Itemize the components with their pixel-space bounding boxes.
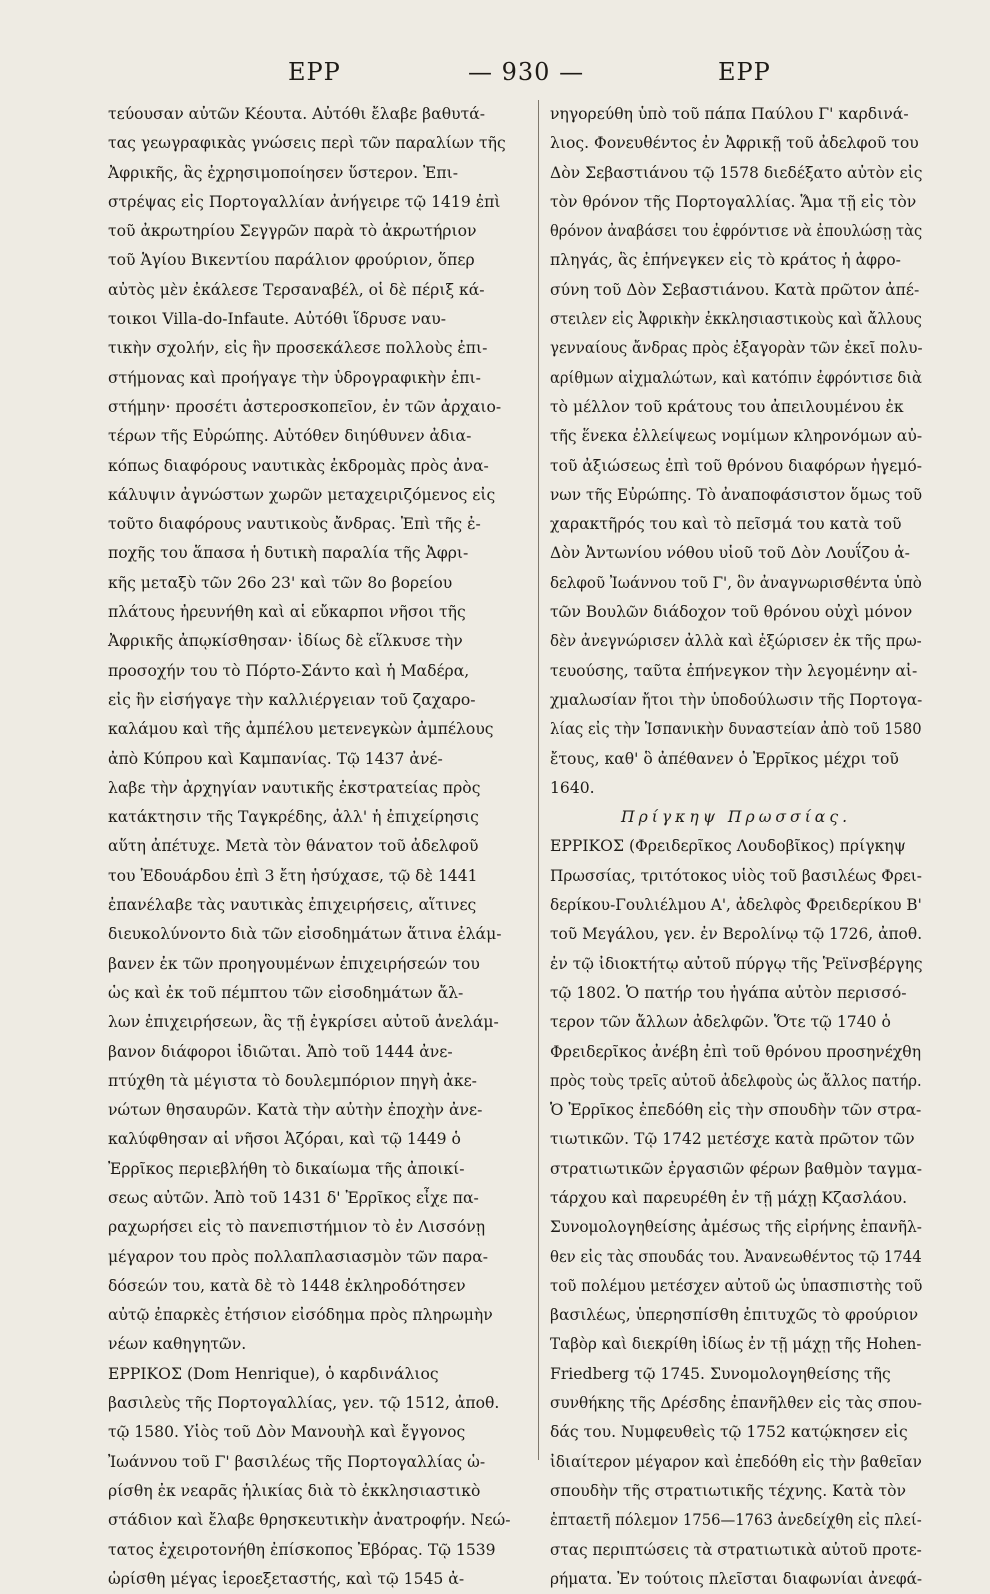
text-line: δελφοῦ Ἰωάννου τοῦ Γ', ὃν ἀναγνωρισθέντα ὑπὸ: [550, 573, 922, 592]
text-line: στας περιπτώσεις τὰ στρατιωτικὰ αὐτοῦ προτε-: [550, 1540, 922, 1559]
text-line: νηγορεύθη ὑπὸ τοῦ πάπα Παύλου Γ' καρδινά-: [550, 105, 909, 123]
text-line: τοῦ ἀξιώσεως ἐπὶ τοῦ θρόνου διαφόρων ἡγεμό-: [550, 456, 922, 475]
text-line: στάδιον καὶ ἔλαβε θρησκευτικὴν ἀνατροφήν. Νεώ-: [108, 1511, 511, 1530]
text-line: Ὁ Ἐρρῖκος ἐπεδόθη εἰς τὴν σπουδὴν τῶν στρα-: [550, 1101, 922, 1120]
text-line: θρόνον ἀναβάσει του ἐφρόντισε νὰ ἐπουλώσῃ τὰς: [550, 222, 923, 241]
text-line: Πρωσσίας, τριτότοκος υἱὸς τοῦ βασιλέως Φρει-: [550, 866, 922, 885]
text-line: τῷ 1802. Ὁ πατήρ του ἠγάπα αὐτὸν περισσό-: [550, 983, 907, 1002]
text-line: ἰδιαίτερον μέγαρον καὶ ἐπεδόθη εἰς τὴν βαθεῖαν: [550, 1452, 922, 1471]
text-line: στρέψας εἰς Πορτογαλλίαν ἀνήγειρε τῷ 1419 ἐπὶ: [108, 192, 501, 211]
text-line: τὸν θρόνον τῆς Πορτογαλλίας. Ἅμα τῇ εἰς τὸν: [550, 192, 917, 211]
text-line: σπουδὴν τῆς στρατιωτικῆς τέχνης. Κατὰ τὸν: [550, 1481, 906, 1500]
text-line: δερίκου-Γουλιέλμου Α', ἀδελφὸς Φρειδερίκου Β': [550, 896, 922, 915]
text-line: ποχῆς του ἅπασα ἡ δυτικὴ παραλία τῆς Ἀφρι-: [108, 544, 469, 563]
text-line: πρὸς τοὺς τρεῖς αὐτοῦ ἀδελφοὺς ὡς ἄλλος πατήρ.: [550, 1071, 922, 1090]
text-line: Ἀφρικῆς, ἃς ἐχρησιμοποίησεν ὕστερον. Ἐπι-: [108, 163, 458, 182]
text-line: ἑπταετῆ πόλεμον 1756—1763 ἀνεδείχθη εἰς πλεί-: [550, 1511, 922, 1530]
text-line: Φρειδερῖκος ἀνέβη ἐπὶ τοῦ θρόνου προσηνέχθη: [550, 1042, 922, 1061]
left-text-column: [108, 100, 528, 1588]
running-header: [108, 58, 868, 92]
text-line: γενναίους ἄνδρας πρὸς ἐξαγορὰν τῶν ἐκεῖ πολυ-: [550, 339, 923, 358]
text-line: τοῦ Ἁγίου Βικεντίου παράλιον φρούριον, ὅπερ: [108, 251, 475, 270]
right-text-column: [550, 100, 923, 1588]
text-line: κόπως διαφόρους ναυτικὰς ἐκδρομὰς πρὸς ἀνα-: [108, 456, 489, 475]
text-line: Ἀφρικῆς ἀπῳκίσθησαν· ἰδίως δὲ εἵλκυσε τὴν: [108, 632, 463, 651]
text-line: τοικοι Villa-do-Infaute. Αὐτόθι ἵδρυσε ναυ-: [108, 310, 447, 329]
text-line: στήμην· προσέτι ἀστεροσκοπεῖον, ἐν τῶν ἀρχαιο-: [108, 397, 502, 416]
text-line: τας γεωγραφικὰς γνώσεις περὶ τῶν παραλίων τῆς: [108, 134, 506, 153]
text-line: Friedberg τῷ 1745. Συνομολογηθείσης τῆς: [550, 1364, 891, 1383]
text-line: αὐτῷ ἐπαρκὲς ἐτήσιον εἰσόδημα πρὸς πληρωμὴν: [108, 1306, 493, 1325]
text-line: θεν εἰς τὰς σπουδάς του. Ἀνανεωθέντος τῷ 1744: [550, 1247, 922, 1266]
text-line: βασιλεὺς τῆς Πορτογαλλίας, γεν. τῷ 1512, ἀποθ.: [108, 1394, 500, 1413]
text-line: στειλεν εἰς Ἀφρικὴν ἐκκλησιαστικοὺς καὶ ἄλλους: [550, 310, 922, 329]
text-line: τερον τῶν ἄλλων ἀδελφῶν. Ὅτε τῷ 1740 ὁ: [550, 1013, 891, 1032]
text-line: σύνη τοῦ Δὸν Σεβαστιάνου. Κατὰ πρῶτον ἀπέ-: [550, 280, 920, 299]
text-line: ρήματα. Ἐν τούτοις πλεῖσται διαφωνίαι ἀνεφά-: [550, 1569, 923, 1588]
text-line: αὕτη ἀπέτυχε. Μετὰ τὸν θάνατον τοῦ ἀδελφοῦ: [108, 837, 479, 856]
text-line: τοῦ Μεγάλου, γεν. ἐν Βερολίνῳ τῷ 1726, ἀποθ.: [550, 925, 923, 944]
text-line: ἀπὸ Κύπρου καὶ Καμπανίας. Τῷ 1437 ἀνέ-: [108, 749, 443, 768]
text-line: κῆς μεταξὺ τῶν 26ο 23' καὶ τῶν 8ο βορείου: [108, 573, 453, 592]
text-line: νώτων θησαυρῶν. Κατὰ τὴν αὐτὴν ἐποχὴν ἀνε-: [108, 1101, 483, 1120]
text-line: κάλυψιν ἀγνώστων χωρῶν μεταχειριζόμενος εἰς: [108, 485, 496, 504]
text-line: μέγαρον του πρὸς πολλαπλασιασμὸν τῶν παρα-: [108, 1247, 489, 1266]
header-right-entry-range: ΕΡΡ: [718, 58, 771, 86]
text-line: Συνομολογηθείσης ἀμέσως τῆς εἰρήνης ἐπανῆλ-: [550, 1218, 922, 1237]
text-line: τατος ἐχειροτονήθη ἐπίσκοπος Ἐβόρας. Τῷ 1539: [108, 1540, 496, 1559]
text-line: Ἐρρῖκος περιεβλήθη τὸ δικαίωμα τῆς ἀποικί-: [108, 1159, 465, 1178]
text-line: τῷ 1580. Υἱὸς τοῦ Δὸν Μανουὴλ καὶ ἔγγονος: [108, 1423, 466, 1442]
text-line: νέων καθηγητῶν.: [108, 1335, 247, 1354]
text-line: στήμονας καὶ προήγαγε τὴν ὑδρογραφικὴν ἐπι-: [108, 368, 481, 387]
text-line: καλάμου καὶ τῆς ἀμπέλου μετενεγκὼν ἀμπέλους: [108, 720, 494, 739]
text-line: τέρων τῆς Εὐρώπης. Αὐτόθεν διηύθυνεν ἀδια-: [108, 427, 472, 446]
text-line: λαβε τὴν ἀρχηγίαν ναυτικῆς ἐκστρατείας πρὸς: [108, 778, 481, 797]
text-line: τευούσης, ταῦτα ἐπήνεγκον τὴν λεγομένην αἰ-: [550, 661, 918, 680]
text-line: τάρχου καὶ παρευρέθη ἐν τῇ μάχῃ Κζασλάου.: [550, 1188, 908, 1207]
text-line: αρίθμων αἰχμαλώτων, καὶ κατόπιν ἐφρόντισε διὰ: [550, 368, 922, 387]
text-line: Δὸν Σεβαστιάνου τῷ 1578 διεδέξατο αὐτὸν εἰς: [550, 163, 923, 182]
text-line: δάς του. Νυμφευθεὶς τῷ 1752 κατῴκησεν εἰς: [550, 1423, 908, 1442]
text-line: λων ἐπιχειρήσεων, ἃς τῇ ἐγκρίσει αὐτοῦ ἀνελάμ-: [108, 1013, 499, 1032]
text-line: εἰς ἣν εἰσήγαγε τὴν καλλιέργειαν τοῦ ζαχαρο-: [108, 690, 476, 709]
text-line: στρατιωτικῶν ἐργασιῶν φέρων βαθμὸν ταγμα-: [550, 1159, 922, 1178]
text-line: τεύουσαν αὐτῶν Κέουτα. Αὐτόθι ἔλαβε βαθυτά-: [108, 105, 486, 123]
text-line: τοῦτο διαφόρους ναυτικοὺς ἄνδρας. Ἐπὶ τῆς ἐ-: [108, 515, 481, 534]
text-line: δὲν ἀνεγνώρισεν ἀλλὰ καὶ ἐξώρισεν ἐκ τῆς πρω-: [550, 632, 922, 651]
text-line: πλάτους ἠρευνήθη καὶ αἱ εὔκαρποι νῆσοι τῆς: [108, 603, 466, 622]
text-line: τοῦ πολέμου μετέσχεν αὐτοῦ ὡς ὑπασπιστὴς τοῦ: [550, 1276, 923, 1295]
text-line: τῆς ἕνεκα ἐλλείψεως νομίμων κληρονόμων αὐ-: [550, 427, 923, 446]
text-line: βανεν ἐκ τῶν προηγουμένων ἐπιχειρήσεών του: [108, 954, 480, 973]
text-line: πληγάς, ἃς ἐπήνεγκεν εἰς τὸ κράτος ἡ ἀφρο-: [550, 251, 901, 270]
text-line: ἐν τῷ ἰδιοκτήτῳ αὐτοῦ πύργῳ τῆς Ῥεϊνσβέργης: [550, 954, 923, 973]
text-line: λιος. Φονευθέντος ἐν Ἀφρικῇ τοῦ ἀδελφοῦ του: [550, 134, 919, 153]
text-line: ὡς καὶ ἐκ τοῦ πέμπτου τῶν εἰσοδημάτων ἄλ-: [108, 983, 464, 1002]
text-line: ΕΡΡΙΚΟΣ (Dom Henrique), ὁ καρδινάλιος: [108, 1364, 439, 1383]
text-line: 1640.: [550, 778, 595, 797]
text-line: τὸ μέλλον τοῦ κράτους του ἀπειλουμένου ἐκ: [550, 397, 904, 416]
text-line: χμαλωσίαν ἤτοι τὴν ὑποδούλωσιν τῆς Πορτογα-: [550, 690, 923, 709]
text-line: διευκολύνοντο διὰ τῶν εἰσοδημάτων ἅτινα ἐλάμ-: [108, 925, 502, 944]
text-line: βασιλέως, ὑπερησπίσθη ἐπιτυχῶς τὸ φρούριον: [550, 1306, 919, 1325]
text-line: χαρακτῆρός του καὶ τὸ πεῖσμά του κατὰ τοῦ: [550, 515, 902, 534]
text-line: ἔτους, καθ' ὃ ἀπέθανεν ὁ Ἐρρῖκος μέχρι τοῦ: [550, 749, 899, 768]
text-line: νων τῆς Εὐρώπης. Τὸ ἀναποφάσιστον ὅμως τοῦ: [550, 485, 923, 504]
text-line: Ἰωάννου τοῦ Γ' βασιλέως τῆς Πορτογαλλίας ὡ-: [108, 1452, 486, 1471]
text-line: σεως αὐτῶν. Ἀπὸ τοῦ 1431 δ' Ἐρρῖκος εἶχε πα-: [108, 1188, 479, 1207]
text-line: λίας εἰς τὴν Ἱσπανικὴν δυναστείαν ἀπὸ τοῦ 1580: [550, 720, 922, 739]
text-line: ραχωρήσει εἰς τὸ πανεπιστήμιον τὸ ἐν Λισσόνῃ: [108, 1218, 486, 1237]
text-line: αὐτὸς μὲν ἐκάλεσε Τερσαναβέλ, οἱ δὲ πέριξ κά-: [108, 280, 485, 299]
text-line: συνθήκης τῆς Δρέσδης ἐπανῆλθεν εἰς τὰς σπου-: [550, 1394, 922, 1413]
text-line: ἐπανέλαβε τὰς ναυτικὰς ἐπιχειρήσεις, αἵτινες: [108, 896, 477, 915]
page-number: — 930 —: [468, 58, 585, 86]
text-line: βανον διάφοροι ἰδιῶται. Ἀπὸ τοῦ 1444 ἀνε-: [108, 1042, 453, 1061]
column-divider: [538, 100, 539, 1460]
text-line: ὡρίσθη μέγας ἱεροεξεταστής, καὶ τῷ 1545 ἀ-: [108, 1569, 465, 1588]
header-left-entry-range: ΕΡΡ: [288, 58, 341, 86]
text-line: καλύφθησαν αἱ νῆσοι Ἀζόραι, καὶ τῷ 1449 ὁ: [108, 1130, 461, 1149]
text-line: δόσεών του, κατὰ δὲ τὸ 1448 ἐκληροδότησεν: [108, 1276, 466, 1295]
text-line: κατάκτησιν τῆς Ταγκρέδης, ἀλλ' ἡ ἐπιχείρησις: [108, 808, 479, 827]
text-line: του Ἐδουάρδου ἐπὶ 3 ἔτη ἡσύχασε, τῷ δὲ 1441: [108, 866, 478, 885]
text-line: Πρίγκηψ Πρωσσίας.: [620, 808, 852, 827]
text-line: ΕΡΡΙΚΟΣ (Φρειδερῖκος Λουδοβῖκος) πρίγκηψ: [550, 837, 906, 856]
text-line: τικὴν σχολήν, εἰς ἣν προσεκάλεσε πολλοὺς ἐπι-: [108, 339, 488, 358]
text-line: ρίσθη ἐκ νεαρᾶς ἡλικίας διὰ τὸ ἐκκλησιαστικὸ: [108, 1481, 481, 1500]
text-line: Δὸν Ἀντωνίου νόθου υἱοῦ τοῦ Δὸν Λουΐζου ἀ-: [550, 544, 910, 563]
text-line: τῶν Βουλῶν διάδοχον τοῦ θρόνου οὐχὶ μόνον: [550, 603, 913, 622]
text-line: πτύχθη τὰ μέγιστα τὸ δουλεμπόριον πηγὴ ἀκε-: [108, 1071, 477, 1090]
text-line: προσοχήν του τὸ Πόρτο-Σάντο καὶ ἡ Μαδέρα,: [108, 661, 470, 680]
text-line: Ταβὸρ καὶ διεκρίθη ἰδίως ἐν τῇ μάχῃ τῆς Hohen-: [550, 1335, 922, 1354]
text-line: τοῦ ἀκρωτηρίου Σεγγρῶν παρὰ τὸ ἀκρωτήριον: [108, 222, 477, 241]
text-line: τιωτικῶν. Τῷ 1742 μετέσχε κατὰ πρῶτον τῶν: [550, 1130, 915, 1149]
